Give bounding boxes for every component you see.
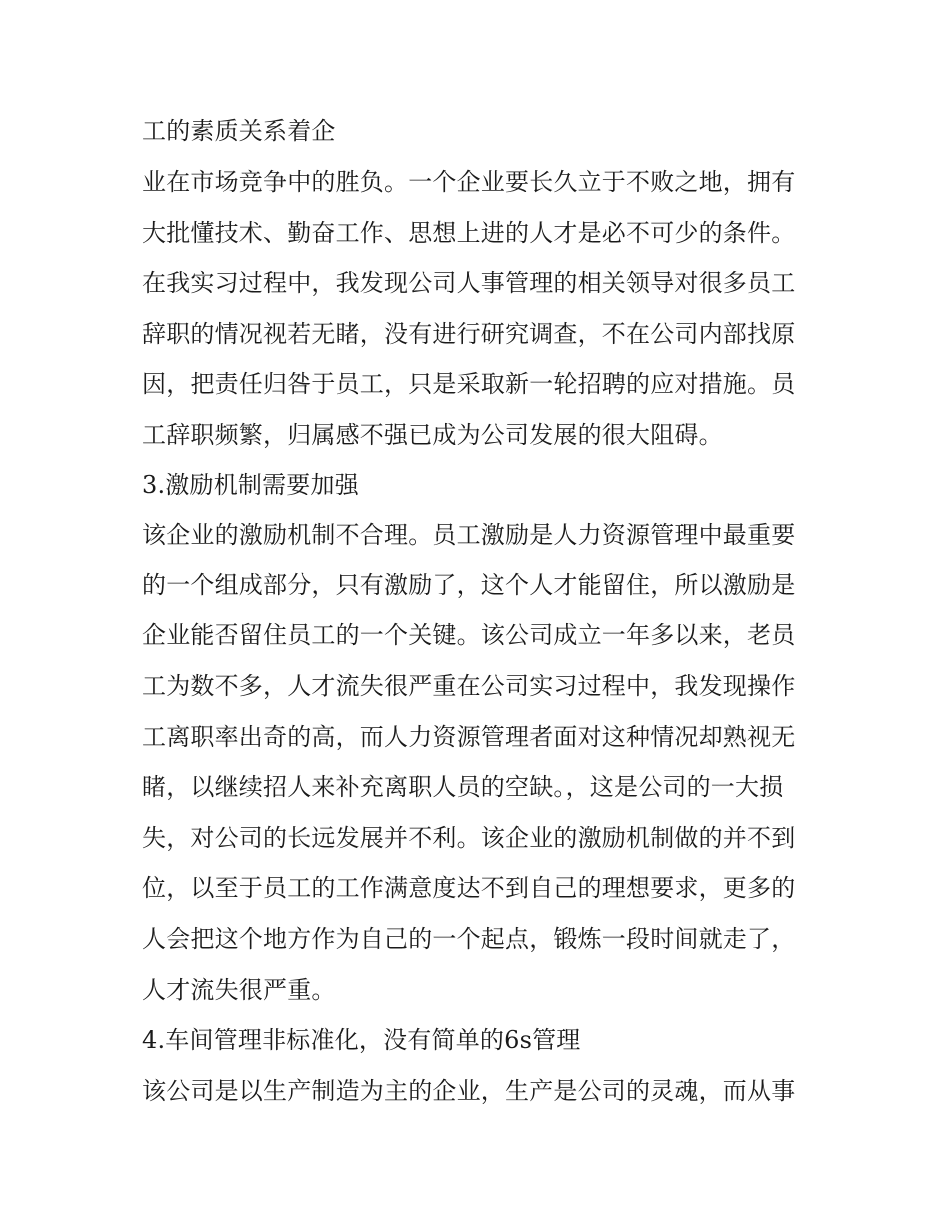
- section-heading: 4.车间管理非标准化，没有简单的6s管理: [142, 1026, 581, 1054]
- paragraph-line: 工辞职频繁，归属感不强已成为公司发展的很大阻碍。: [142, 421, 723, 449]
- paragraph-line: 位，以至于员工的工作满意度达不到自己的理想要求，更多的: [142, 874, 796, 902]
- paragraph-line: 工离职率出奇的高，而人力资源管理者面对这种情况却熟视无: [142, 723, 796, 751]
- paragraph-line: 工为数不多，人才流失很严重在公司实习过程中，我发现操作: [142, 672, 796, 700]
- paragraph-line: 大批懂技术、勤奋工作、思想上进的人才是必不可少的条件。: [142, 219, 796, 247]
- paragraph-line: 失，对公司的长远发展并不利。该企业的激励机制做的并不到: [142, 824, 796, 852]
- section-heading: 3.激励机制需要加强: [142, 471, 359, 499]
- paragraph-line: 在我实习过程中，我发现公司人事管理的相关领导对很多员工: [142, 269, 796, 297]
- paragraph-line: 人才流失很严重。: [142, 976, 336, 1004]
- paragraph-line: 的一个组成部分，只有激励了，这个人才能留住，所以激励是: [142, 571, 796, 599]
- paragraph-line: 企业能否留住员工的一个关键。该公司成立一年多以来，老员: [142, 621, 796, 649]
- paragraph-line: 人会把这个地方作为自己的一个起点，锻炼一段时间就走了，: [142, 925, 796, 953]
- paragraph-line: 辞职的情况视若无睹，没有进行研究调查，不在公司内部找原: [142, 320, 796, 348]
- paragraph-line: 工的素质关系着企: [142, 117, 336, 145]
- paragraph-line: 睹，以继续招人来补充离职人员的空缺。，这是公司的一大损: [142, 773, 784, 801]
- paragraph-line: 该公司是以生产制造为主的企业，生产是公司的灵魂，而从事: [142, 1077, 796, 1105]
- paragraph-line: 业在市场竞争中的胜负。一个企业要长久立于不败之地，拥有: [142, 168, 796, 196]
- paragraph-line: 因，把责任归咎于员工，只是采取新一轮招聘的应对措施。员: [142, 370, 796, 398]
- paragraph-line: 该企业的激励机制不合理。员工激励是人力资源管理中最重要: [142, 521, 796, 549]
